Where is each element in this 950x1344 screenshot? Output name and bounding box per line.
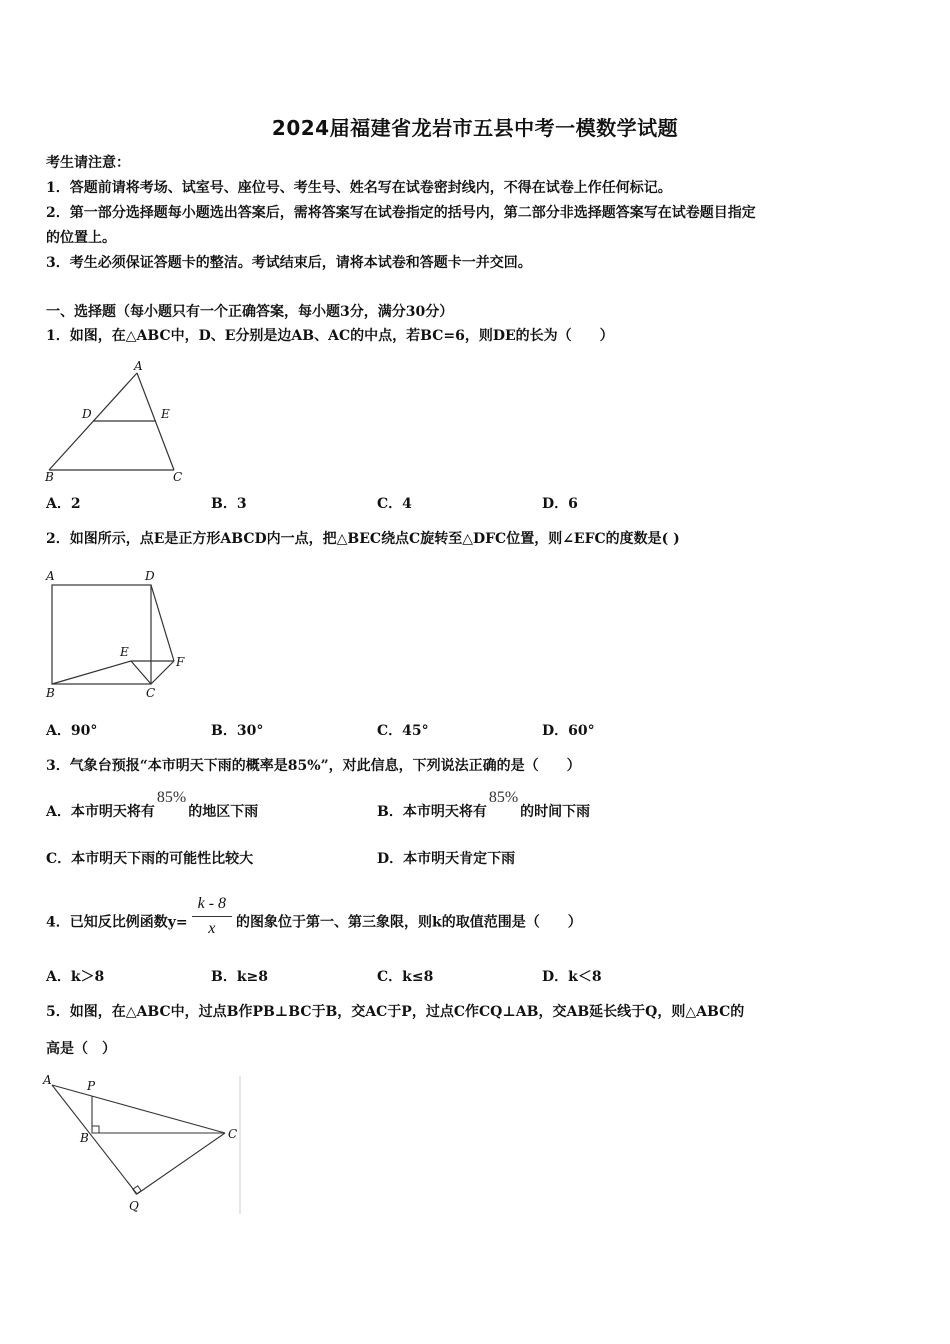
q1-label-a: A — [134, 359, 143, 373]
q3-option-b-prefix: B．本市明天将有 — [377, 804, 487, 820]
q2-option-b[interactable]: B．30° — [211, 723, 264, 739]
q1-label-e: E — [161, 407, 170, 421]
q2-label-a: A — [46, 569, 55, 583]
q5-segment-aq — [52, 1085, 137, 1194]
q2-segment-be — [52, 661, 131, 684]
q1-label-b: B — [45, 470, 54, 483]
q3-option-c[interactable]: C．本市明天下雨的可能性比较大 — [46, 851, 254, 867]
q4-option-b[interactable]: B．k≥8 — [211, 969, 269, 985]
q4-option-c[interactable]: C．k≤8 — [377, 969, 434, 985]
q2-segment-fc — [151, 661, 174, 684]
q5-figure — [40, 1074, 245, 1223]
q2-label-c: C — [146, 686, 156, 700]
notice-item-2a: 2．第一部分选择题每小题选出答案后，需将答案写在试卷指定的括号内，第二部分非选择题答案写在试卷题目指定 — [46, 205, 756, 221]
q4-stem-suffix: 的图象位于第一、第三象限，则k的取值范围是（ ） — [236, 914, 582, 931]
q4-option-d[interactable]: D．k＜8 — [542, 969, 602, 985]
q1-figure — [44, 358, 194, 487]
q1-label-d: D — [82, 407, 92, 421]
q1-label-c: C — [173, 470, 183, 483]
q4-stem — [46, 895, 582, 945]
q5-stem-line-1: 5．如图，在△ABC中，过点B作PB⊥BC于B，交AC于P，过点C作CQ⊥AB，交AB延长线于Q，则△ABC的 — [46, 1004, 745, 1020]
q2-segment-ec — [131, 661, 151, 684]
q3-option-a[interactable] — [46, 789, 259, 822]
q2-label-e: E — [120, 645, 129, 659]
q5-right-angle-b — [92, 1126, 99, 1133]
q5-segment-cq — [137, 1133, 225, 1194]
q3-option-b[interactable] — [377, 789, 591, 822]
q3-option-a-suffix: 的地区下雨 — [188, 804, 259, 820]
q5-segment-ac — [52, 1085, 225, 1133]
q1-option-b[interactable]: B．3 — [211, 496, 247, 512]
notice-item-1: 1．答题前请将考场、试室号、座位号、考生号、姓名写在试卷密封线内，不得在试卷上作任何标记。 — [46, 180, 672, 196]
q5-label-c: C — [228, 1127, 238, 1141]
q3-option-b-percent: 85% — [488, 789, 519, 806]
q2-option-a[interactable]: A．90° — [46, 723, 98, 739]
q2-segment-df — [151, 585, 174, 661]
q3-option-a-percent: 85% — [156, 789, 187, 806]
q3-stem: 3．气象台预报“本市明天下雨的概率是85%”，对此信息，下列说法正确的是（ ） — [46, 758, 581, 774]
q5-label-p: P — [87, 1079, 96, 1093]
q4-fraction — [192, 894, 232, 939]
q2-stem: 2．如图所示，点E是正方形ABCD内一点，把△BEC绕点C旋转至△DFC位置，则∠EFC的度数是( ) — [46, 531, 680, 547]
q5-stem-line-2: 高是（ ） — [46, 1041, 116, 1057]
q1-option-a[interactable]: A．2 — [46, 496, 81, 512]
page-title: 2024届福建省龙岩市五县中考一模数学试题 — [271, 116, 679, 140]
section-heading: 一、选择题（每小题只有一个正确答案，每小题3分，满分30分） — [46, 304, 454, 320]
q1-stem: 1．如图，在△ABC中，D、E分别是边AB、AC的中点，若BC=6，则DE的长为（ ） — [46, 328, 614, 344]
q5-label-q: Q — [129, 1199, 139, 1213]
q4-stem-prefix: 4．已知反比例函数y= — [46, 914, 188, 931]
q1-option-d[interactable]: D．6 — [542, 496, 578, 512]
notice-item-2b: 的位置上。 — [46, 230, 116, 246]
q1-option-c[interactable]: C．4 — [377, 496, 412, 512]
q4-option-a[interactable]: A．k＞8 — [46, 969, 105, 985]
q3-option-d[interactable]: D．本市明天肯定下雨 — [377, 851, 516, 867]
q4-fraction-numerator: k - 8 — [192, 894, 232, 917]
q4-fraction-denominator: x — [208, 920, 216, 937]
q5-label-b: B — [80, 1131, 89, 1145]
q2-option-c[interactable]: C．45° — [377, 723, 429, 739]
q2-label-f: F — [176, 655, 185, 669]
q3-option-b-suffix: 的时间下雨 — [520, 804, 591, 820]
q3-option-a-prefix: A．本市明天将有 — [46, 804, 155, 820]
q2-label-d: D — [145, 569, 155, 583]
q2-label-b: B — [46, 686, 55, 700]
q5-label-a: A — [43, 1074, 52, 1087]
notice-heading: 考生请注意： — [46, 155, 130, 171]
q2-option-d[interactable]: D．60° — [542, 723, 595, 739]
notice-item-3: 3．考生必须保证答题卡的整洁。考试结束后，请将本试卷和答题卡一并交回。 — [46, 255, 532, 271]
q2-figure — [44, 566, 204, 705]
